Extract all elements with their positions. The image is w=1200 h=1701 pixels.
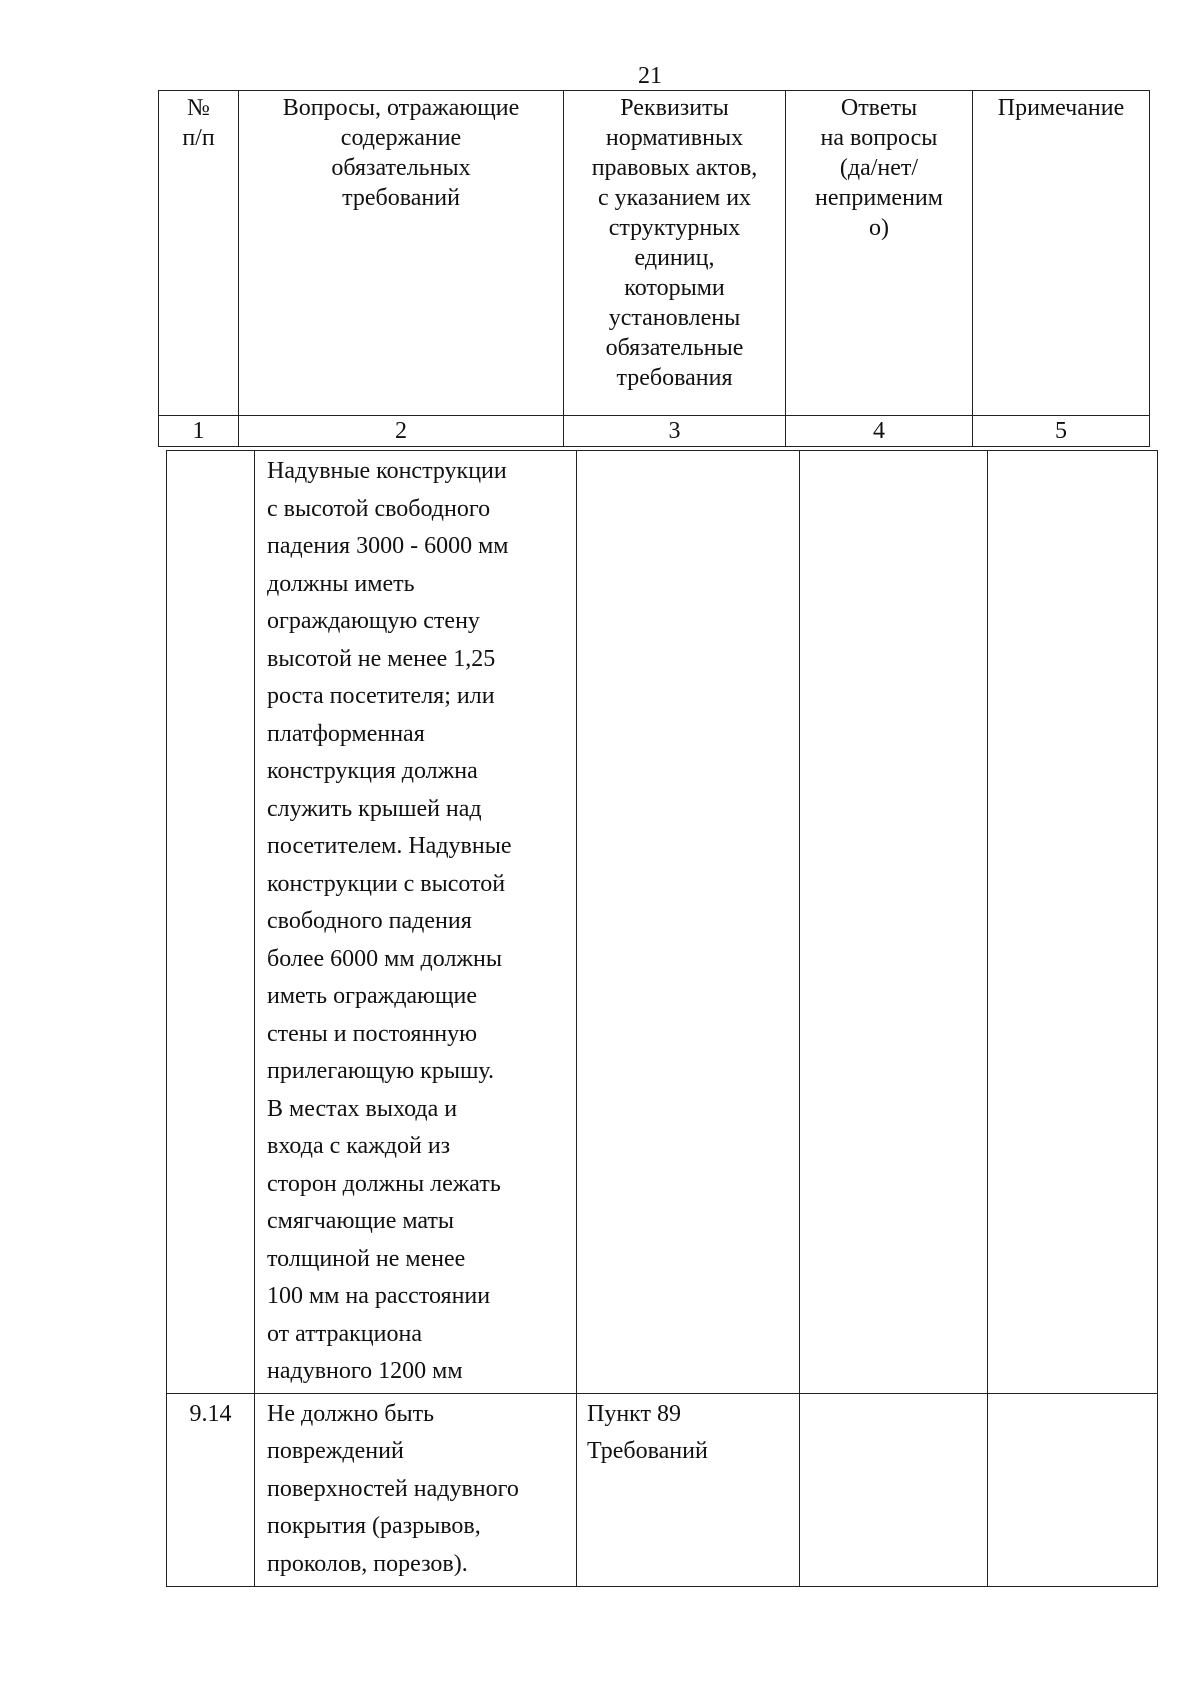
header-cell-answer: Ответы на вопросы (да/нет/ неприменим о) <box>786 91 973 416</box>
header-cell-question: Вопросы, отражающие содержание обязательных требований <box>239 91 564 416</box>
column-number: 4 <box>786 416 973 447</box>
table-row <box>167 1393 1158 1586</box>
page-number: 21 <box>638 63 662 89</box>
row-answer <box>800 1393 988 1586</box>
row-note <box>988 451 1158 1394</box>
row-note <box>988 1393 1158 1586</box>
row-requisites: Пункт 89 Требований <box>577 1393 800 1586</box>
table-row <box>167 451 1158 1394</box>
header-cell-note: Примечание <box>973 91 1150 416</box>
column-number: 1 <box>159 416 239 447</box>
checklist-table-header <box>158 90 1150 447</box>
header-cell-number: № п/п <box>159 91 239 416</box>
row-number <box>167 451 255 1394</box>
row-question: Надувные конструкции с высотой свободного падения 3000 - 6000 мм должны иметь ограждающую стену высотой не менее 1,25 роста посетителя; или платформенная конструкция должна служить крышей над посетителем. Надувные конструкции с высотой свободного падения более 6000 мм должны иметь ограждающие стены и постоянную прилегающую крышу. В местах выхода и входа с каждой из сторон должны лежать смягчающие маты толщиной не менее 100 мм на расстоянии от аттракциона надувного 1200 мм <box>255 451 577 1394</box>
checklist-table-body <box>166 450 1158 1587</box>
row-number: 9.14 <box>167 1393 255 1586</box>
column-number: 3 <box>564 416 786 447</box>
column-number: 2 <box>239 416 564 447</box>
row-question: Не должно быть повреждений поверхностей надувного покрытия (разрывов, проколов, порезов). <box>255 1393 577 1586</box>
column-number: 5 <box>973 416 1150 447</box>
column-number-row <box>159 416 1150 447</box>
row-answer <box>800 451 988 1394</box>
row-requisites <box>577 451 800 1394</box>
header-cell-requisites: Реквизиты нормативных правовых актов, с указанием их структурных единиц, которыми установлены обязательные требования <box>564 91 786 416</box>
header-row <box>159 91 1150 416</box>
